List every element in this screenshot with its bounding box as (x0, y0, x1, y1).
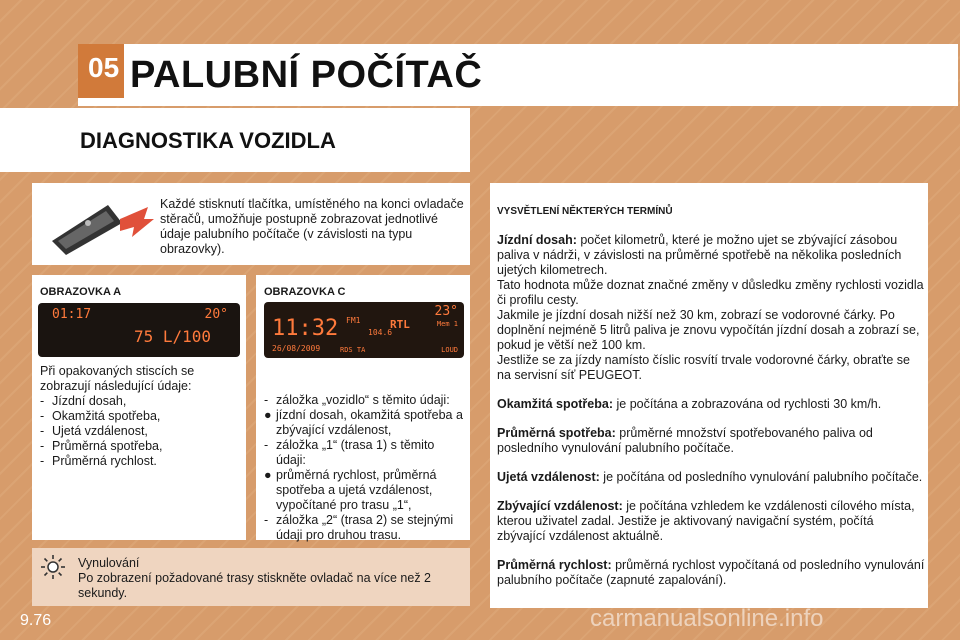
list-item: - Ujetá vzdálenost, (40, 424, 148, 438)
lcd-c-rtl: RTL (390, 318, 410, 331)
screen-c-display (264, 302, 464, 358)
terms-heading: VYSVĚTLENÍ NĚKTERÝCH TERMÍNŮ (497, 206, 673, 217)
list-item: - záložka „vozidlo“ s těmito údaji: (264, 393, 450, 407)
list-item: ● průměrná rychlost, průměrná spotřeba a ujetá vzdálenost, vypočítané pro trasu „1“, (264, 468, 437, 512)
list-item: ● jízdní dosah, okamžitá spotřeba a zbývající vzdálenost, (264, 408, 463, 437)
reset-text: Po zobrazení požadované trasy stiskněte ovladač na více než 2 sekundy. (78, 571, 431, 600)
term-range: Jízdní dosah: počet kilometrů, které je možno ujet se zbývající zásobou paliva v nádrži, v závislosti na průměrné spotřebě na několika posledních ujetých kilometrech. Tato hodnota může doznat značné změny v důsledku změny rychlosti vozidla či profilu cesty. Jakmile je jízdní dosah nižší než 30 km, zobrazí se vodorovné čárky. Po doplnění nejméně 5 litrů paliva je znovu vypočítán jízdní dosah a zobrazí se, pokud je větší než 100 km. Jestliže se za jízdy namísto číslic rosvítí trvale vodorovné čárky, obraťte se na servisní síť PEUGEOT. (497, 233, 924, 382)
lcd-c-freq: 104.6 (368, 328, 393, 337)
screen-c-list (264, 393, 464, 543)
lcd-a-time: 01:17 (52, 307, 92, 322)
screen-a-label: OBRAZOVKA A (40, 286, 122, 298)
wiper-stalk-icon (48, 197, 154, 257)
section-title: DIAGNOSTIKA VOZIDLA (80, 128, 336, 153)
list-item: - Jízdní dosah, (40, 394, 127, 408)
lcd-c-fm: FM1 (346, 316, 361, 325)
page-number: 9.76 (20, 612, 52, 629)
screen-a-list (40, 394, 240, 469)
intro-text: Každé stisknutí tlačítka, umístěného na konci ovladače stěračů, umožňuje postupně zobrazovat jednotlivé údaje palubního počítače (v závislosti na typu obrazovky). (160, 197, 464, 256)
term-remaining-distance: Zbývající vzdálenost: je počítána vzhledem ke vzdálenosti cílového místa, kterou uživatel zadal. Jestiže je aktivovaný navigační systém, počítá zbývající vzdálenost aktuálně. (497, 499, 915, 543)
list-item: - záložka „2“ (trasa 2) se stejnými údaji pro druhou trasu. (264, 513, 454, 542)
term-average-consumption: Průměrná spotřeba: průměrné množství spotřebovaného paliva od posledního vynulování palubního počítače. (497, 426, 873, 455)
lcd-c-date: 26/08/2009 (272, 344, 321, 353)
terms-content (497, 204, 925, 602)
screen-c-label: OBRAZOVKA C (264, 286, 346, 298)
term-distance-travelled: Ujetá vzdálenost: je počítána od posledního vynulování palubního počítače. (497, 470, 923, 484)
lcd-c-mem: Mem 1 (436, 320, 458, 328)
lcd-a-value: 75 L/100 (134, 327, 212, 346)
term-instant-consumption: Okamžitá spotřeba: je počítána a zobrazována od rychlosti 30 km/h. (497, 397, 882, 411)
list-item: - Průměrná rychlost. (40, 454, 157, 468)
lcd-a-temp: 20° (204, 307, 228, 322)
tip-sun-icon (40, 554, 66, 580)
list-item: - Okamžitá spotřeba, (40, 409, 161, 423)
lcd-c-time: 11:32 (272, 316, 339, 341)
chapter-number: 05 (88, 52, 120, 83)
chapter-title: PALUBNÍ POČÍTAČ (130, 54, 483, 96)
list-item: - Průměrná spotřeba, (40, 439, 163, 453)
lcd-c-rds: RDS TA (340, 346, 366, 354)
screen-a-display (38, 303, 240, 357)
term-average-speed: Průměrná rychlost: průměrná rychlost vypočítaná od posledního vynulování palubního počítače (zapnuté zapalování). (497, 558, 925, 587)
lcd-c-loud: LOUD (441, 346, 458, 354)
reset-title: Vynulování (78, 556, 140, 570)
list-item: - záložka „1“ (trasa 1) s těmito údaji: (264, 438, 435, 467)
screen-a-intro: Při opakovaných stiscích se zobrazují následující údaje: (40, 364, 195, 393)
lcd-c-temp: 23° (434, 304, 458, 319)
watermark: carmanualsonline.info (590, 605, 824, 632)
